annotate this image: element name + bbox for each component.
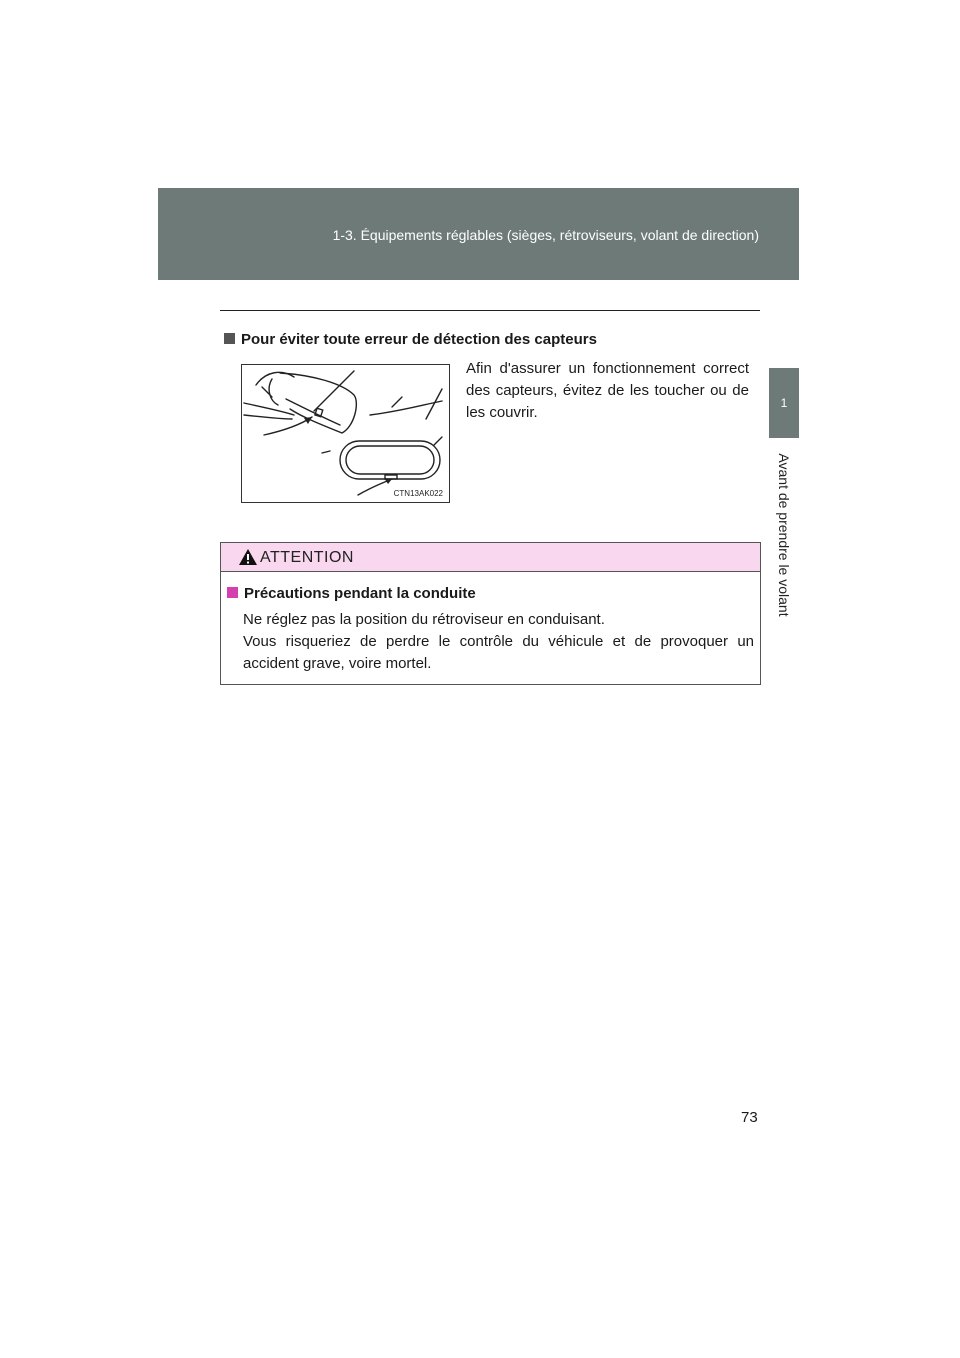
caution-box bbox=[220, 542, 761, 685]
header-title: 1-3. Équipements réglables (sièges, rétroviseurs, volant de direction) bbox=[332, 227, 759, 243]
chapter-label: Avant de prendre le volant bbox=[776, 453, 792, 617]
caution-subheading bbox=[227, 585, 476, 602]
square-bullet-icon bbox=[224, 333, 235, 344]
caution-title: ATTENTION bbox=[260, 549, 354, 566]
mirror-sensor-figure bbox=[241, 364, 450, 503]
caution-text bbox=[243, 609, 754, 675]
chapter-tab-number: 1 bbox=[780, 396, 788, 410]
chapter-tab bbox=[769, 368, 799, 438]
caution-header bbox=[221, 543, 760, 572]
mirror-illustration bbox=[242, 365, 449, 502]
caution-line-1: Ne réglez pas la position du rétroviseur en conduisant. bbox=[243, 611, 605, 628]
section-heading bbox=[224, 331, 597, 348]
header-band bbox=[158, 188, 799, 280]
square-bullet-icon bbox=[227, 587, 238, 598]
caution-subheading-text: Précautions pendant la conduite bbox=[244, 585, 476, 602]
page-number: 73 bbox=[741, 1109, 758, 1126]
caution-line-2: Vous risqueriez de perdre le contrôle du véhicule et de provoquer un accident grave, voire mortel. bbox=[243, 633, 754, 672]
section-divider bbox=[220, 310, 760, 311]
section-body-text: Afin d'assurer un fonctionnement correct des capteurs, évitez de les toucher ou de les couvrir. bbox=[466, 360, 749, 421]
warning-triangle-icon bbox=[238, 548, 258, 566]
section-heading-text: Pour éviter toute erreur de détection des capteurs bbox=[241, 331, 597, 348]
figure-code: CTN13AK022 bbox=[393, 489, 443, 498]
